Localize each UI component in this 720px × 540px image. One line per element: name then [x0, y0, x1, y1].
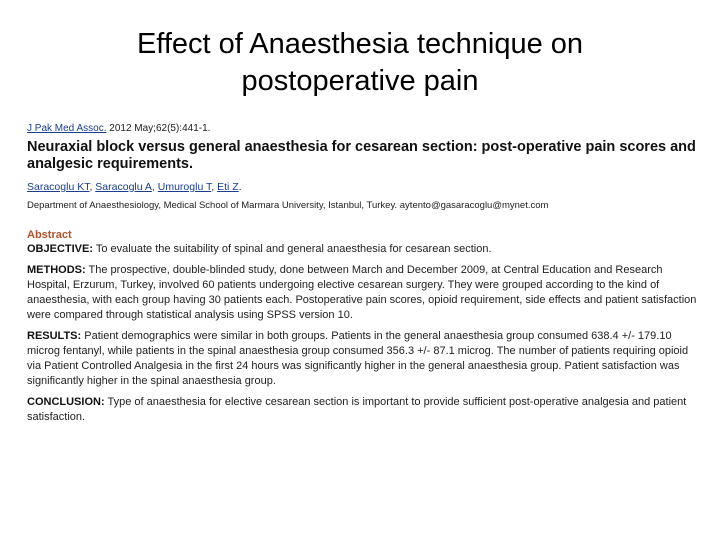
- author-link[interactable]: Saracoglu A: [95, 181, 152, 193]
- abstract-heading: Abstract: [27, 229, 72, 241]
- objective-text: To evaluate the suitability of spinal and general anaesthesia for cesarean section.: [93, 243, 492, 255]
- author-list: Saracoglu KT, Saracoglu A, Umuroglu T, Eti Z.: [27, 181, 242, 193]
- conclusion-section: [27, 395, 699, 425]
- affiliation: Department of Anaesthesiology, Medical School of Marmara University, Istanbul, Turkey. aytento@gasaracoglu@mynet.com: [27, 200, 549, 211]
- conclusion-label: CONCLUSION:: [27, 396, 105, 408]
- conclusion-text: Type of anaesthesia for elective cesarean section is important to provide sufficient post-operative analgesia and patient satisfaction.: [27, 396, 687, 423]
- methods-text: The prospective, double-blinded study, done between March and December 2009, at Central Education and Research Hospital, Erzurum, Turkey, involved 60 patients undergoing elective cesarean surgery. They were grouped according to the kind of anaesthesia, with each group having 30 patients each. Postoperative pain scores, opioid requirement, side effects and patient satisfaction were compared through statistical analysis using SPSS version 10.: [27, 264, 697, 321]
- slide-title-line1: Effect of Anaesthesia technique on: [136, 28, 584, 60]
- abstract-screenshot: [27, 122, 699, 425]
- results-text: Patient demographics were similar in both groups. Patients in the general anaesthesia group consumed 638.4 +/- 179.10 microg fentanyl, while patients in the spinal anaesthesia group consumed 356.3 +/- 87.1 microg. The number of patients requiring opioid via Patient Controlled Analgesia in the first 24 hours was significantly higher in the general anaesthesia group. Patient satisfaction was significantly higher in the spinal anaesthesia group.: [27, 330, 689, 387]
- author-link[interactable]: Saracoglu KT: [27, 181, 90, 193]
- author-link[interactable]: Umuroglu T: [157, 181, 212, 193]
- slide-title: [0, 26, 720, 100]
- methods-section: [27, 263, 699, 323]
- objective-label: OBJECTIVE:: [27, 243, 94, 255]
- article-title: Neuraxial block versus general anaesthesia for cesarean section: post-operative pain scores and analgesic requirements.: [27, 139, 696, 172]
- author-link[interactable]: Eti Z: [217, 181, 239, 193]
- results-label: RESULTS:: [27, 330, 82, 342]
- objective-section: [27, 242, 699, 257]
- methods-label: METHODS:: [27, 264, 86, 276]
- journal-link[interactable]: J Pak Med Assoc.: [27, 123, 107, 134]
- citation-details: 2012 May;62(5):441-1.: [106, 123, 211, 134]
- citation: [27, 122, 699, 135]
- slide-title-line2: postoperative pain: [241, 65, 479, 97]
- results-section: [27, 329, 699, 389]
